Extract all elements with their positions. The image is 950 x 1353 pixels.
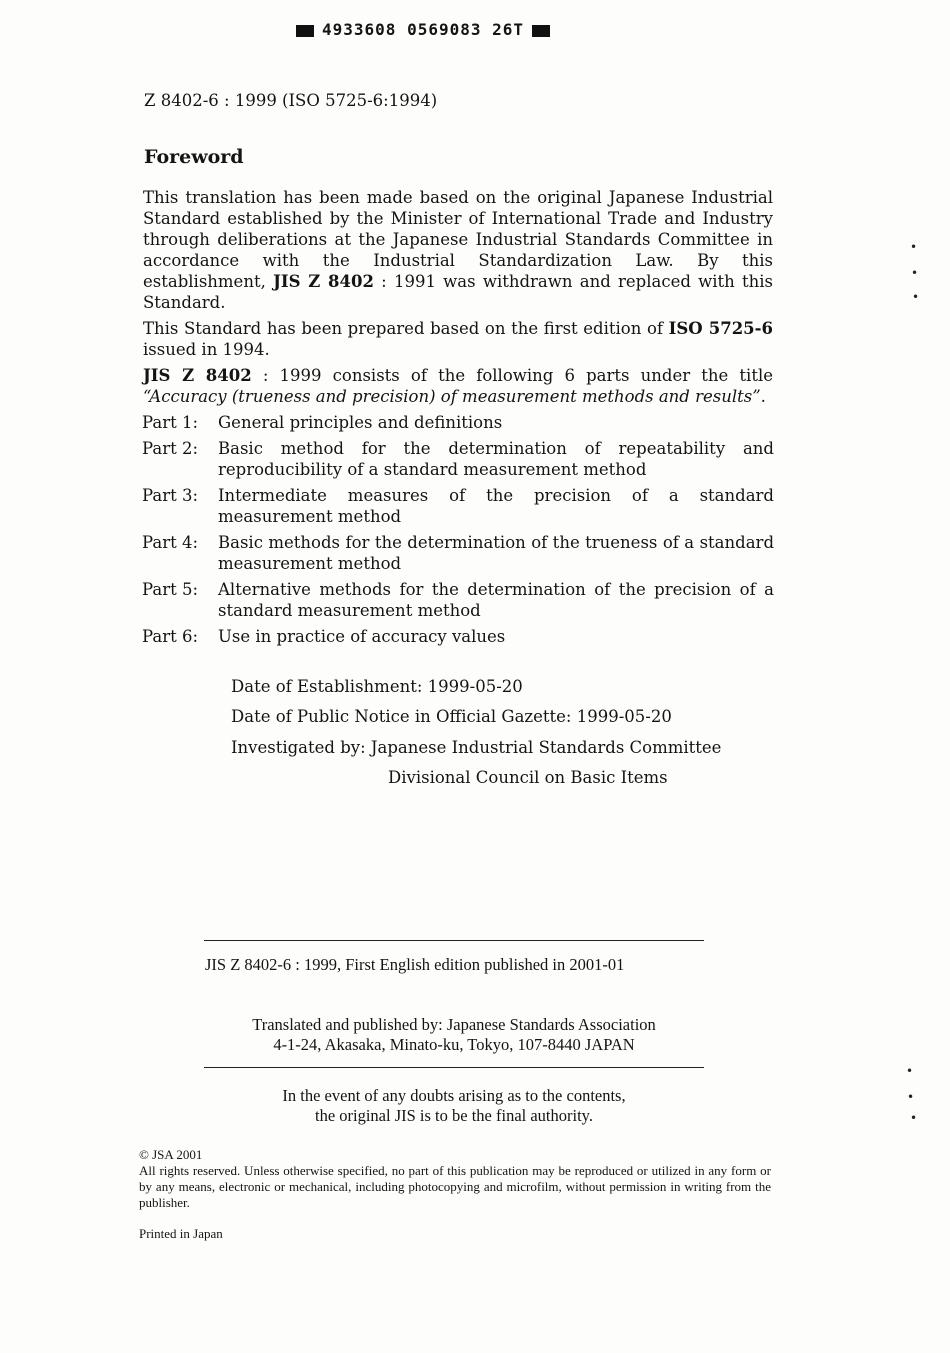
authority-line-2: the original JIS is to be the final authority. xyxy=(314,1106,593,1125)
foreword-heading: Foreword xyxy=(144,146,244,168)
rights-statement: All rights reserved. Unless otherwise specified, no part of this publication may be reproduced or utilized in any form or by any means, electronic or mechanical, including photocopying and microfilm, without permission in writing from the publisher. xyxy=(139,1163,771,1210)
para2-text-end: issued in 1994. xyxy=(143,340,270,359)
list-item xyxy=(142,579,774,621)
scan-mark: • xyxy=(911,266,919,280)
scan-mark: • xyxy=(910,1111,918,1125)
scan-mark: • xyxy=(912,290,920,304)
para3-end: . xyxy=(760,387,766,406)
copyright-block xyxy=(139,1147,771,1211)
para3-text: : 1999 consists of the following 6 parts under the title xyxy=(251,366,773,385)
part-number: Part 1: xyxy=(142,413,199,432)
authority-notice xyxy=(204,1086,704,1126)
address-line: 4-1-24, Akasaka, Minato-ku, Tokyo, 107-8440 JAPAN xyxy=(273,1035,635,1054)
printed-in: Printed in Japan xyxy=(139,1226,223,1241)
barcode-header xyxy=(296,20,550,39)
part-number: Part 5: xyxy=(142,580,199,599)
divider-top xyxy=(204,940,704,941)
para1-jis-ref: JIS Z 8402 xyxy=(273,272,374,291)
para1-text: This translation has been made based on the original Japanese Industrial Standard established by the Minister of International Trade and Industry through deliberations at the Japanese Industrial Standards Committee in accordance with the Industrial Standardization Law. By this establishment, xyxy=(143,188,773,291)
para3-jis-ref: JIS Z 8402 xyxy=(143,366,252,385)
foreword-paragraph-1 xyxy=(143,187,773,313)
barcode-block-left xyxy=(296,25,314,37)
barcode-block-right xyxy=(532,25,550,37)
foreword-paragraph-3 xyxy=(143,365,773,407)
part-title: Intermediate measures of the precision of a standard measurement method xyxy=(218,486,774,526)
part-title: General principles and definitions xyxy=(218,413,503,432)
investigated-by: Investigated by: Japanese Industrial Standards Committee xyxy=(231,738,722,757)
translator-block xyxy=(204,1015,704,1055)
part-title: Basic methods for the determination of the trueness of a standard measurement method xyxy=(218,533,774,573)
date-of-establishment: Date of Establishment: 1999-05-20 xyxy=(231,677,523,696)
para3-title: “Accuracy (trueness and precision) of measurement methods and results” xyxy=(143,387,761,406)
parts-list xyxy=(142,412,774,652)
list-item xyxy=(142,412,774,433)
standard-id: Z 8402-6 : 1999 (ISO 5725-6:1994) xyxy=(144,91,438,110)
foreword-paragraph-2 xyxy=(143,318,773,360)
para2-iso-ref: ISO 5725-6 xyxy=(668,319,773,338)
list-item xyxy=(142,626,774,647)
part-number: Part 4: xyxy=(142,533,199,552)
para2-text: This Standard has been prepared based on the first edition of xyxy=(143,319,669,338)
scan-mark: • xyxy=(906,1064,914,1078)
para1-text-end: : 1991 was withdrawn and replaced with this Standard. xyxy=(143,272,774,312)
list-item xyxy=(142,485,774,527)
investigated-by-council: Divisional Council on Basic Items xyxy=(388,768,668,787)
list-item xyxy=(142,438,774,480)
edition-line: JIS Z 8402-6 : 1999, First English edition published in 2001-01 xyxy=(205,955,625,974)
date-of-public-notice: Date of Public Notice in Official Gazette: 1999-05-20 xyxy=(231,707,672,726)
scan-mark: • xyxy=(907,1090,915,1104)
part-title: Use in practice of accuracy values xyxy=(218,627,506,646)
list-item xyxy=(142,532,774,574)
copyright-line: © JSA 2001 xyxy=(139,1147,203,1162)
part-number: Part 6: xyxy=(142,627,199,646)
barcode-text: 4933608 0569083 26T xyxy=(322,20,525,39)
part-number: Part 3: xyxy=(142,486,199,505)
part-title: Basic method for the determination of repeatability and reproducibility of a standard measurement method xyxy=(218,439,774,479)
divider-bottom xyxy=(204,1067,704,1068)
authority-line-1: In the event of any doubts arising as to the contents, xyxy=(282,1086,626,1105)
scan-mark: • xyxy=(910,240,918,254)
part-number: Part 2: xyxy=(142,439,199,458)
translator-line: Translated and published by: Japanese Standards Association xyxy=(252,1015,656,1034)
part-title: Alternative methods for the determination of the precision of a standard measurement method xyxy=(218,580,774,620)
